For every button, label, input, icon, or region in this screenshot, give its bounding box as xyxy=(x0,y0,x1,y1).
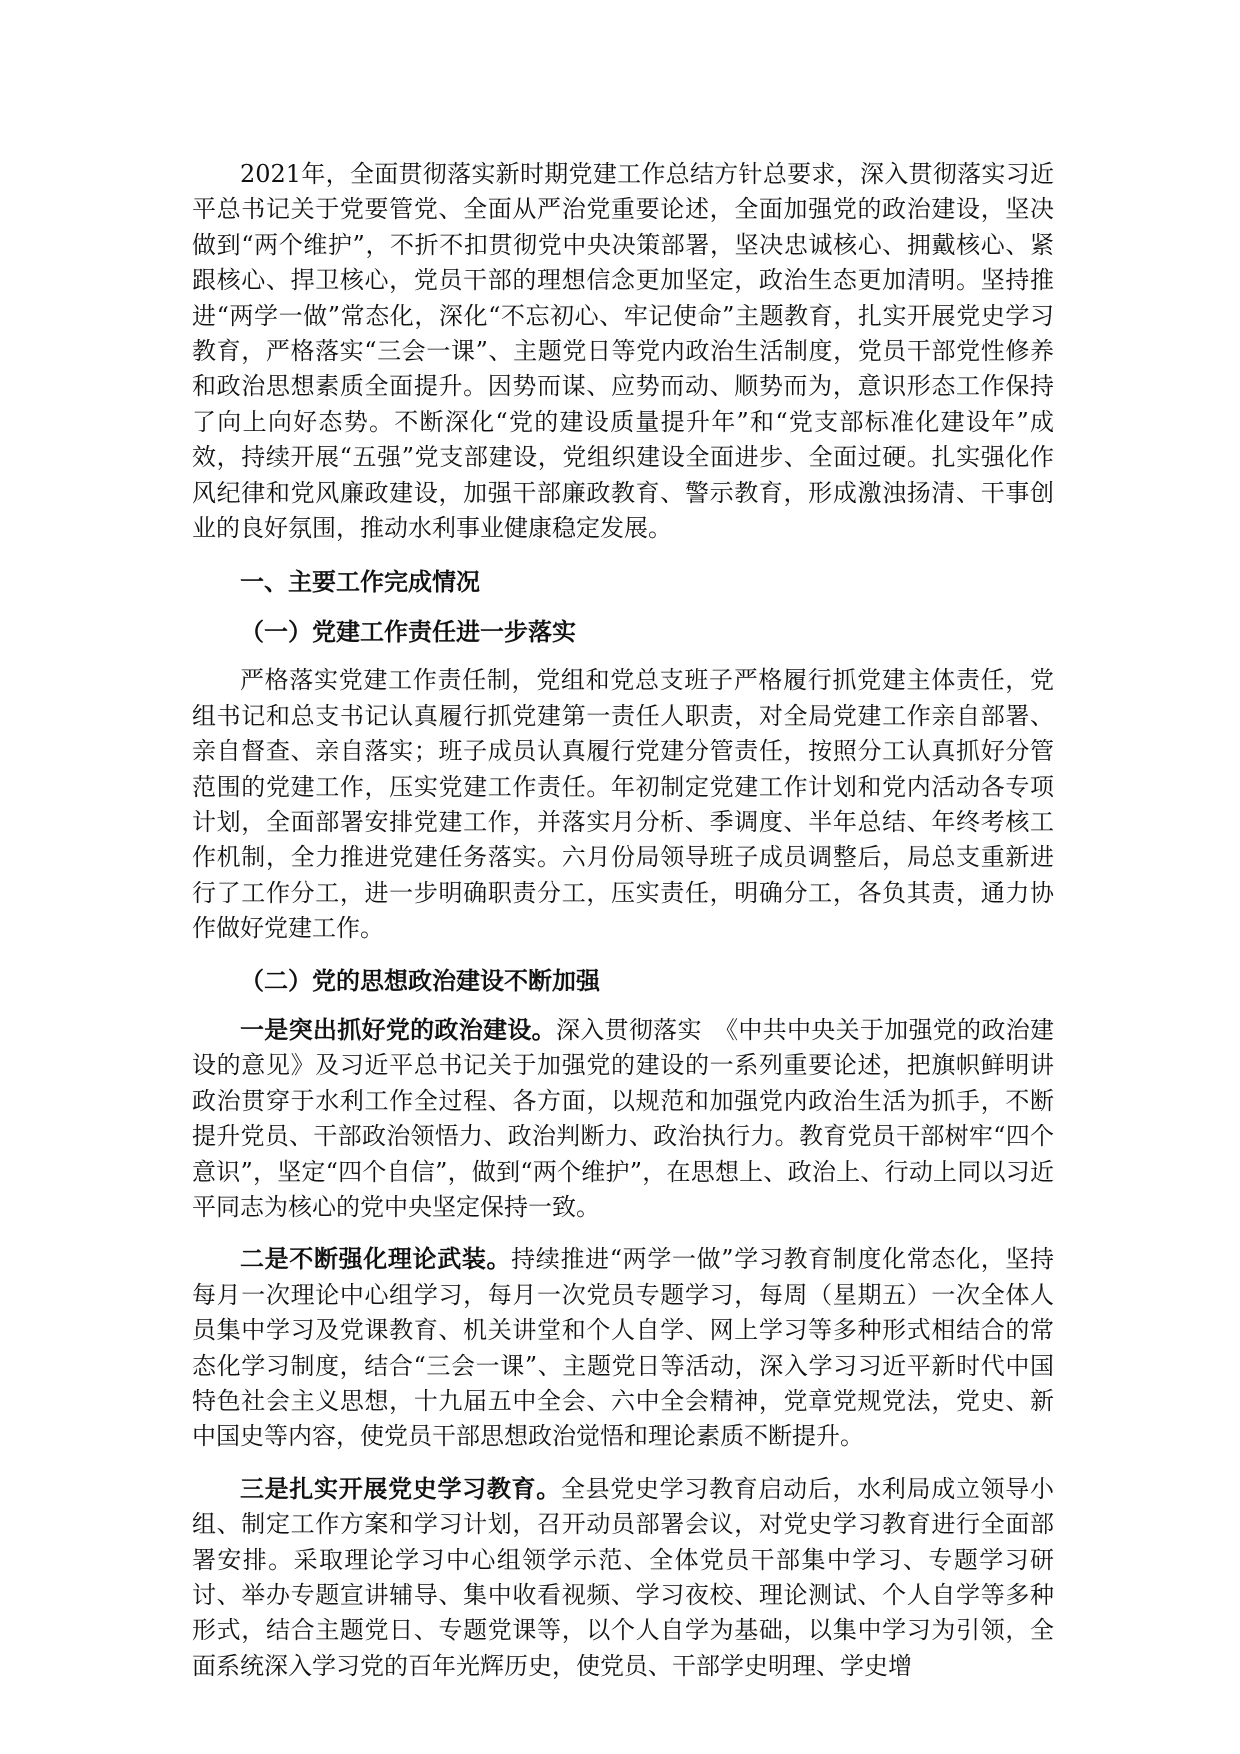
item-body-theory: 持续推进“两学一做”学习教育制度化常态化，坚持每月一次理论中心组学习，每月一次党员专题学习，每周（星期五）一次全体人员集中学习及党课教育、机关讲堂和个人自学、网上学习等多种形式相结合的常态化学习制度，结合“三会一课”、主题党日等活动，深入学习习近平新时代中国特色社会主义思想，十九届五中全会、六中全会精神，党章党规党法，党史、新中国史等内容，使党员干部思想政治觉悟和理论素质不断提升。 xyxy=(192,1245,1054,1451)
subsection-heading-ideology: （二）党的思想政治建设不断加强 xyxy=(240,965,600,995)
item-paragraph-theory xyxy=(192,1241,1054,1454)
subsection-heading-responsibility: （一）党建工作责任进一步落实 xyxy=(240,616,576,646)
section-heading-main-work: 一、主要工作完成情况 xyxy=(240,567,480,597)
item-body-party-history: 全县党史学习教育启动后，水利局成立领导小组、制定工作方案和学习计划，召开动员部署会议，对党史学习教育进行全面部署安排。采取理论学习中心组领学示范、全体党员干部集中学习、专题学习研讨、举办专题宣讲辅导、集中收看视频、学习夜校、理论测试、个人自学等多种形式，结合主题党日、专题党课等，以个人自学为基础，以集中学习为引领，全面系统深入学习党的百年光辉历史，使党员、干部学史明理、学史增 xyxy=(192,1474,1054,1680)
document-body xyxy=(192,157,1054,1684)
item-lead-political-building: 一是突出抓好党的政治建设。 xyxy=(240,1014,556,1044)
intro-paragraph: 2021年，全面贯彻落实新时期党建工作总结方针总要求，深入贯彻落实习近平总书记关于党要管党、全面从严治党重要论述，全面加强党的政治建设，坚决做到“两个维护”，不折不扣贯彻党中央决策部署，坚决忠诚核心、拥戴核心、紧跟核心、捍卫核心，党员干部的理想信念更加坚定，政治生态更加清明。坚持推进“两学一做”常态化，深化“不忘初心、牢记使命”主题教育，扎实开展党史学习教育，严格落实“三会一课”、主题党日等党内政治生活制度，党员干部党性修养和政治思想素质全面提升。因势而谋、应势而动、顺势而为，意识形态工作保持了向上向好态势。不断深化“党的建设质量提升年”和“党支部标准化建设年”成效，持续开展“五强”党支部建设，党组织建设全面进步、全面过硬。扎实强化作风纪律和党风廉政建设，加强干部廉政教育、警示教育，形成激浊扬清、干事创业的良好氛围，推动水利事业健康稳定发展。 xyxy=(192,160,1054,543)
item-lead-theory: 二是不断强化理论武装。 xyxy=(240,1244,512,1274)
item-lead-party-history: 三是扎实开展党史学习教育。 xyxy=(240,1473,561,1503)
item-paragraph-party-history xyxy=(192,1471,1054,1684)
item-paragraph-political-building xyxy=(192,1012,1054,1225)
item-body-political-building: 深入贯彻落实 《中共中央关于加强党的政治建设的意见》及习近平总书记关于加强党的建设的一系列重要论述，把旗帜鲜明讲政治贯穿于水利工作全过程、各方面，以规范和加强党内政治生活为抓手，不断提升党员、干部政治领悟力、政治判断力、政治执行力。教育党员干部树牢“四个意识”，坚定“四个自信”，做到“两个维护”，在思想上、政治上、行动上同以习近平同志为核心的党中央坚定保持一致。 xyxy=(192,1015,1055,1221)
responsibility-paragraph: 严格落实党建工作责任制，党组和党总支班子严格履行抓党建主体责任，党组书记和总支书记认真履行抓党建第一责任人职责，对全局党建工作亲自部署、亲自督查、亲自落实；班子成员认真履行党建分管责任，按照分工认真抓好分管范围的党建工作，压实党建工作责任。年初制定党建工作计划和党内活动各专项计划，全面部署安排党建工作，并落实月分析、季调度、半年总结、年终考核工作机制，全力推进党建任务落实。六月份局领导班子成员调整后，局总支重新进行了工作分工，进一步明确职责分工，压实责任，明确分工，各负其责，通力协作做好党建工作。 xyxy=(192,666,1054,943)
